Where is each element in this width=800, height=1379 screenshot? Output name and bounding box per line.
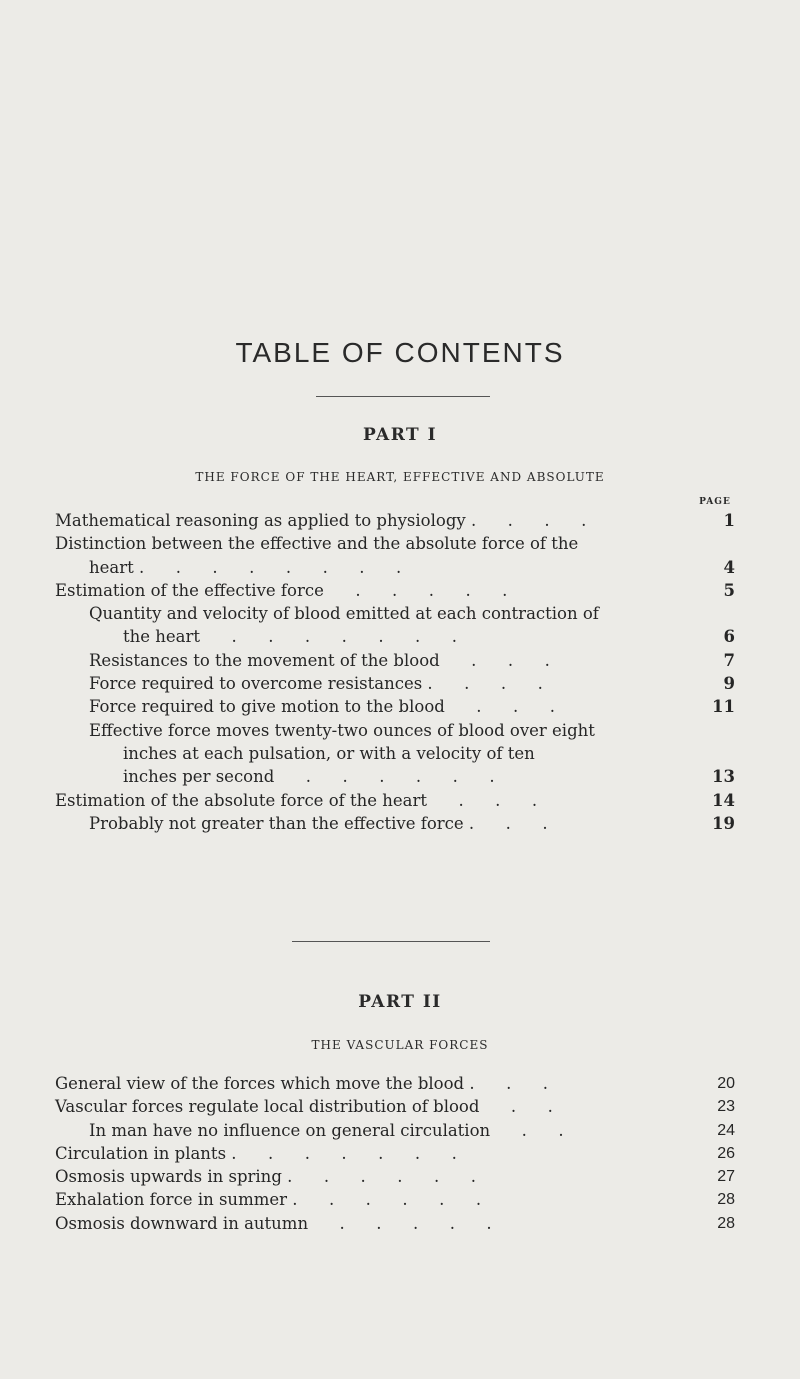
toc-entry-text: Probably not greater than the effective force . . . xyxy=(89,813,548,833)
toc-leader-dots: . . xyxy=(474,813,548,833)
toc-page-number: 23 xyxy=(717,1098,735,1116)
toc-entry xyxy=(55,1165,735,1188)
toc-entry-text: Osmosis downward in autumn . . . . . xyxy=(55,1213,492,1233)
toc-entry xyxy=(55,1072,735,1095)
toc-entry xyxy=(55,1142,735,1165)
toc-page-number: 28 xyxy=(717,1191,735,1209)
toc-entry xyxy=(55,1095,735,1118)
toc-leader-dots: . . . xyxy=(432,674,543,694)
toc-entry-text: Resistances to the movement of the blood . . . xyxy=(89,650,550,670)
toc-leader-dots: . . . xyxy=(439,650,550,670)
toc-entry-text: inches at each pulsation, or with a velocity of ten xyxy=(123,743,535,763)
toc-leader-dots: . . . xyxy=(476,511,587,530)
toc-entry-text: Circulation in plants . . . . . . . xyxy=(55,1143,457,1163)
toc-leader-dots: . . . . . xyxy=(308,1213,492,1233)
divider-rule xyxy=(292,941,490,942)
toc-entry-text: Quantity and velocity of blood emitted at each contraction of xyxy=(89,604,599,624)
toc-leader-dots: . . . . . xyxy=(323,580,508,600)
toc-leader-dots: . . . . . . xyxy=(236,1143,457,1163)
toc-entry-text: heart . . . . . . . . xyxy=(89,557,402,577)
toc-entry xyxy=(55,672,735,695)
toc-page-number: 1 xyxy=(723,511,735,530)
page-column-label: PAGE xyxy=(699,497,731,507)
toc-page-number: 27 xyxy=(717,1168,735,1186)
toc-page-number: 13 xyxy=(712,767,735,787)
toc-entry-text: Vascular forces regulate local distribution of blood . . xyxy=(55,1097,553,1117)
toc-entry-text: Distinction between the effective and the absolute force of the xyxy=(55,534,579,554)
toc-page-number: 11 xyxy=(712,697,735,717)
toc-entry xyxy=(55,719,735,789)
part-2-subheading: THE VASCULAR FORCES xyxy=(311,1038,489,1052)
toc-entry xyxy=(55,1119,735,1142)
toc-leader-dots: . . . . . . . xyxy=(144,557,402,577)
toc-page-number: 28 xyxy=(717,1214,735,1232)
toc-entry-text: Estimation of the effective force . . . . . xyxy=(55,580,508,600)
part-1-contents xyxy=(55,509,735,835)
toc-leader-dots: . . . . . xyxy=(292,1167,476,1187)
toc-entry xyxy=(55,509,735,532)
toc-entry-text: Osmosis upwards in spring . . . . . . xyxy=(55,1167,476,1187)
toc-entry-text: In man have no influence on general circulation . . xyxy=(89,1120,564,1140)
toc-entry-text: Estimation of the absolute force of the heart . . . xyxy=(55,790,538,810)
toc-page-number: 19 xyxy=(712,813,735,833)
toc-leader-dots: . . xyxy=(474,1074,549,1093)
toc-leader-dots: . . . . . . xyxy=(274,767,495,787)
part-2-heading: PART II xyxy=(358,992,442,1012)
part-1-subheading: THE FORCE OF THE HEART, EFFECTIVE AND ABSOLUTE xyxy=(195,470,605,484)
toc-entry-text: inches per second . . . . . . xyxy=(123,767,495,787)
toc-leader-dots: . . . . . xyxy=(297,1190,482,1210)
toc-page-number: 4 xyxy=(723,557,735,577)
toc-leader-dots: . . . . . . . xyxy=(200,627,458,647)
toc-page-number: 6 xyxy=(723,627,735,647)
toc-entry xyxy=(55,695,735,718)
toc-entry xyxy=(55,532,735,579)
toc-entry-text: Exhalation force in summer . . . . . . xyxy=(55,1190,482,1210)
toc-entry xyxy=(55,602,735,649)
toc-page-number: 26 xyxy=(717,1144,735,1162)
toc-page-number: 9 xyxy=(723,674,735,694)
toc-entry-text: Mathematical reasoning as applied to physiology . . . . xyxy=(55,511,587,530)
toc-entry-text: the heart . . . . . . . xyxy=(123,627,458,647)
toc-entry xyxy=(55,649,735,672)
toc-page-number: 20 xyxy=(717,1075,735,1092)
toc-leader-dots: . . . xyxy=(427,790,538,810)
toc-entry xyxy=(55,812,735,835)
part-1-heading: PART I xyxy=(362,425,438,445)
toc-leader-dots: . . xyxy=(479,1097,553,1117)
toc-entry-text: Effective force moves twenty-two ounces of blood over eight xyxy=(89,720,595,740)
toc-leader-dots: . . xyxy=(490,1120,564,1140)
toc-leader-dots: . . . xyxy=(444,697,555,717)
toc-entry xyxy=(55,579,735,602)
page-title: TABLE OF CONTENTS xyxy=(235,337,565,368)
toc-entry-text: Force required to give motion to the blood . . . xyxy=(89,697,555,717)
toc-entry xyxy=(55,789,735,812)
divider-rule xyxy=(316,396,490,397)
toc-entry-text: Force required to overcome resistances . . . . xyxy=(89,674,543,694)
toc-page-number: 7 xyxy=(723,650,735,670)
toc-page-number: 24 xyxy=(717,1121,735,1139)
toc-entry-text: General view of the forces which move the blood . . . xyxy=(55,1074,549,1093)
toc-page-number: 5 xyxy=(723,580,735,600)
toc-page-number: 14 xyxy=(712,790,735,810)
toc-entry xyxy=(55,1188,735,1211)
toc-entry xyxy=(55,1212,735,1235)
part-2-contents xyxy=(55,1072,735,1235)
